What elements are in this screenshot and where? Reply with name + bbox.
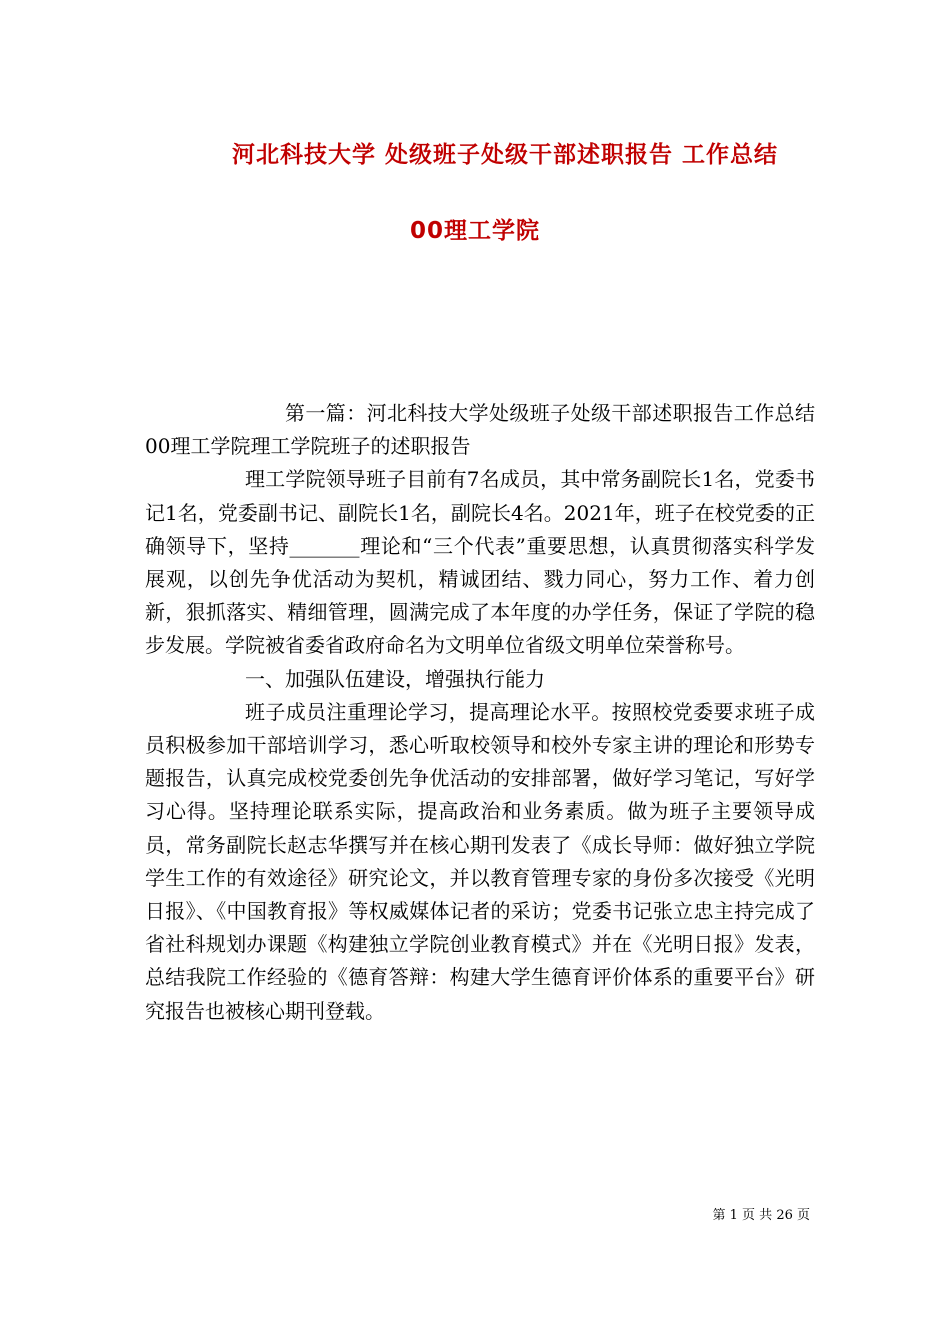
document-title-line-2: 00理工学院 [409,218,540,244]
document-title-line-1: 河北科技大学 处级班子处级干部述职报告 工作总结 [231,142,778,168]
page-number-footer: 第 1 页 共 26 页 [712,1208,810,1223]
document-body [145,397,815,1028]
section-heading: 一、加强队伍建设，增强执行能力 [245,666,545,691]
paragraph-intro: 理工学院领导班子目前有7名成员，其中常务副院长1名，党委书记1名，党委副书记、副院长1名，副院长4名。2021年，班子在校党委的正确领导下，坚持_______理论和“三个代表”重要思想，认真贯彻落实科学发展观，以创先争优活动为契机，精诚团结、戮力同心，努力工作、着力创新，狠抓落实、精细管理，圆满完成了本年度的办学任务，保证了学院的稳步发展。学院被省委省政府命名为文明单位省级文明单位荣誉称号。 [145,467,815,658]
paragraph-chapter-heading: 第一篇：河北科技大学处级班子处级干部述职报告工作总结00理工学院理工学院班子的述职报告 [145,401,815,459]
paragraph-section-body: 班子成员注重理论学习，提高理论水平。按照校党委要求班子成员积极参加干部培训学习，悉心听取校领导和校外专家主讲的理论和形势专题报告，认真完成校党委创先争优活动的安排部署，做好学习笔记，写好学习心得。坚持理论联系实际，提高政治和业务素质。做为班子主要领导成员，常务副院长赵志华撰写并在核心期刊发表了《成长导师：做好独立学院学生工作的有效途径》研究论文，并以教育管理专家的身份多次接受《光明日报》、《中国教育报》等权威媒体记者的采访；党委书记张立忠主持完成了省社科规划办课题《构建独立学院创业教育模式》并在《光明日报》发表，总结我院工作经验的《德育答辩：构建大学生德育评价体系的重要平台》研究报告也被核心期刊登载。 [145,699,815,1023]
